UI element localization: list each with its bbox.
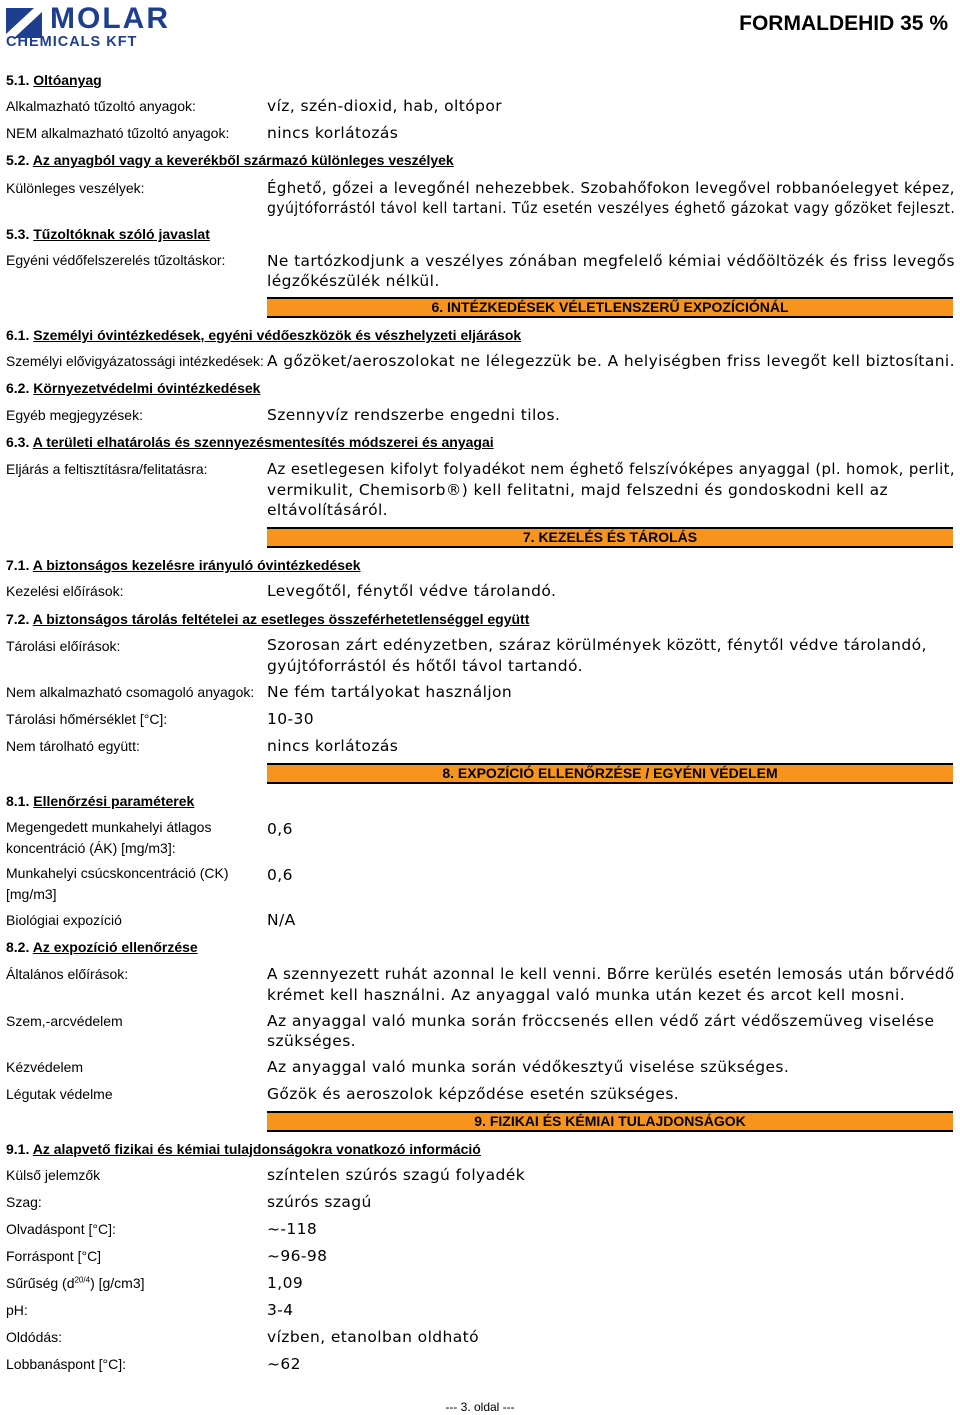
label-ak-2: koncentráció (ÁK) [mg/m3]:	[6, 840, 176, 856]
value-alkalmazhato: víz, szén-dioxid, hab, oltópor	[267, 97, 503, 115]
label-ph: pH:	[6, 1302, 28, 1318]
label-homerseklet: Tárolási hőmérséklet [°C]:	[6, 711, 168, 727]
value-lobbanaspont: ~62	[267, 1355, 301, 1373]
heading-9-1: 9.1. Az alapvető fizikai és kémiai tulajdonságokra vonatkozó információ	[6, 1141, 481, 1157]
label-csomagolo: Nem alkalmazható csomagoló anyagok:	[6, 684, 255, 700]
label-tarolasi: Tárolási előírások:	[6, 638, 121, 654]
value-kezelesi: Levegőtől, fénytől védve tárolandó.	[267, 582, 557, 600]
label-nem-alkalmazhato: NEM alkalmazható tűzoltó anyagok:	[6, 125, 230, 141]
label-suruseg-main: Sűrűség (d	[6, 1275, 75, 1291]
section-bar-7: 7. KEZELÉS ÉS TÁROLÁS	[267, 527, 953, 548]
heading-5-1: 5.1. Oltóanyag	[6, 72, 102, 88]
page-footer: --- 3. oldal ---	[445, 1400, 515, 1414]
value-tarolasi-1: Szorosan zárt edényzetben, száraz körülmények között, fénytől védve tárolandó,	[267, 636, 927, 654]
label-nem-tarolhato: Nem tárolható együtt:	[6, 738, 140, 754]
value-tarolasi-2: gyújtóforrástól és hőtől távol tartandó.	[267, 657, 583, 675]
value-altalanos-1: A szennyezett ruhát azonnal le kell venni. Bőrre kerülés esetén lemosás után bőrvédő	[267, 965, 955, 983]
value-kulonleges-2: gyújtóforrástól távol kell tartani. Tűz esetén veszélyes éghető gázokat vagy gőzöket fejleszt.	[267, 199, 956, 217]
label-suruseg	[6, 1275, 145, 1291]
label-ck-1: Munkahelyi csúcskoncentráció (CK)	[6, 865, 229, 881]
label-forraspont: Forráspont [°C]	[6, 1248, 102, 1264]
heading-5-3: 5.3. Tűzoltóknak szóló javaslat	[6, 226, 210, 242]
value-homerseklet: 10-30	[267, 710, 315, 728]
value-egyeni-vedo-2: légzőkészülék nélkül.	[267, 272, 440, 290]
value-ck: 0,6	[267, 866, 293, 884]
section-bar-8: 8. EXPOZÍCIÓ ELLENŐRZÉSE / EGYÉNI VÉDELEM	[267, 763, 953, 784]
label-szem-arc: Szem,-arcvédelem	[6, 1013, 123, 1029]
label-olvadaspont: Olvadáspont [°C]:	[6, 1221, 116, 1237]
value-biologiai: N/A	[267, 911, 296, 929]
value-oldodas: vízben, etanolban oldható	[267, 1328, 479, 1346]
heading-8-1: 8.1. Ellenőrzési paraméterek	[6, 793, 195, 809]
value-csomagolo: Ne fém tartályokat használjon	[267, 683, 513, 701]
label-egyeni-vedo: Egyéni védőfelszerelés tűzoltáskor:	[6, 252, 226, 268]
value-eljaras-2: vermikulit, Chemisorb®) kell felitatni, majd felszedni és gondoskodni kell az	[267, 481, 889, 499]
heading-5-2: 5.2. Az anyagból vagy a keverékből származó különleges veszélyek	[6, 152, 454, 168]
label-szemelyi: Személyi elővigyázatossági intézkedések:	[6, 353, 264, 369]
label-biologiai: Biológiai expozíció	[6, 912, 122, 928]
label-ck-2: [mg/m3]	[6, 886, 57, 902]
value-forraspont: ~96-98	[267, 1247, 328, 1265]
heading-6-1: 6.1. Személyi óvintézkedések, egyéni védőeszközök és vészhelyzeti eljárások	[6, 327, 522, 343]
heading-7-1: 7.1. A biztonságos kezelésre irányuló óvintézkedések	[6, 557, 361, 573]
label-suruseg-sup: 20/4	[74, 1275, 91, 1285]
value-suruseg: 1,09	[267, 1274, 304, 1292]
value-nem-tarolhato: nincs korlátozás	[267, 737, 399, 755]
svg-text:MOLAR: MOLAR	[50, 2, 170, 35]
value-szag: szúrós szagú	[267, 1193, 372, 1211]
label-kulso-jellemzok: Külső jelemzők	[6, 1167, 101, 1183]
value-szemelyi: A gőzöket/aeroszolokat ne lélegezzük be. A helyiségben friss levegőt kell biztosítani.	[267, 352, 955, 370]
label-egyeb: Egyéb megjegyzések:	[6, 407, 143, 423]
heading-6-3: 6.3. A területi elhatárolás és szennyezésmentesítés módszerei és anyagai	[6, 434, 494, 450]
label-suruseg-rest: ) [g/cm3]	[90, 1275, 145, 1291]
value-ph: 3-4	[267, 1301, 294, 1319]
heading-8-2: 8.2. Az expozíció ellenőrzése	[6, 939, 198, 955]
label-altalanos: Általános előírások:	[6, 966, 129, 982]
value-ak: 0,6	[267, 820, 293, 838]
label-kulonleges: Különleges veszélyek:	[6, 180, 145, 196]
value-szem-arc-1: Az anyaggal való munka során fröccsenés ellen védő zárt védőszemüveg viselése	[267, 1012, 935, 1030]
label-alkalmazhato: Alkalmazható tűzoltó anyagok:	[6, 98, 196, 114]
label-kezvedelem: Kézvédelem	[6, 1059, 84, 1075]
section-bar-6: 6. INTÉZKEDÉSEK VÉLETLENSZERŰ EXPOZÍCIÓNÁL	[267, 297, 953, 318]
document-title: FORMALDEHID 35 %	[739, 12, 948, 35]
value-nem-alkalmazhato: nincs korlátozás	[267, 124, 399, 142]
value-egyeb: Szennyvíz rendszerbe engedni tilos.	[267, 406, 561, 424]
label-eljaras: Eljárás a feltisztításra/felitatásra:	[6, 461, 208, 477]
label-legutak: Légutak védelme	[6, 1086, 113, 1102]
label-szag: Szag:	[6, 1194, 42, 1210]
label-lobbanaspont: Lobbanáspont [°C]:	[6, 1356, 127, 1372]
value-legutak: Gőzök és aeroszolok képződése esetén szükséges.	[267, 1085, 680, 1103]
label-ak-1: Megengedett munkahelyi átlagos	[6, 819, 212, 835]
value-kezvedelem: Az anyaggal való munka során védőkesztyű viselése szükséges.	[267, 1058, 790, 1076]
value-kulonleges-1: Éghető, gőzei a levegőnél nehezebbek. Szobahőfokon levegővel robbanóelegyet képez,	[267, 179, 955, 197]
value-eljaras-3: eltávolításáról.	[267, 501, 388, 519]
section-bar-9: 9. FIZIKAI ÉS KÉMIAI TULAJDONSÁGOK	[267, 1111, 953, 1132]
value-altalanos-2: krémet kell használni. Az anyaggal való munka után kezet és arcot kell mosni.	[267, 986, 906, 1004]
value-szem-arc-2: szükséges.	[267, 1032, 357, 1050]
value-kulso-jellemzok: színtelen szúrós szagú folyadék	[267, 1166, 526, 1184]
value-eljaras-1: Az esetlegesen kifolyt folyadékot nem éghető felszívóképes anyaggal (pl. homok, perlit,	[267, 460, 955, 478]
company-logo	[4, 0, 224, 48]
value-egyeni-vedo-1: Ne tartózkodjunk a veszélyes zónában megfelelő kémiai védőöltözék és friss levegős	[267, 252, 955, 270]
heading-7-2: 7.2. A biztonságos tárolás feltételei az esetleges összeférhetetlenséggel együtt	[6, 611, 530, 627]
label-oldodas: Oldódás:	[6, 1329, 63, 1345]
svg-text:CHEMICALS KFT: CHEMICALS KFT	[6, 34, 138, 48]
value-olvadaspont: ~-118	[267, 1220, 318, 1238]
label-kezelesi: Kezelési előírások:	[6, 583, 124, 599]
heading-6-2: 6.2. Környezetvédelmi óvintézkedések	[6, 380, 261, 396]
